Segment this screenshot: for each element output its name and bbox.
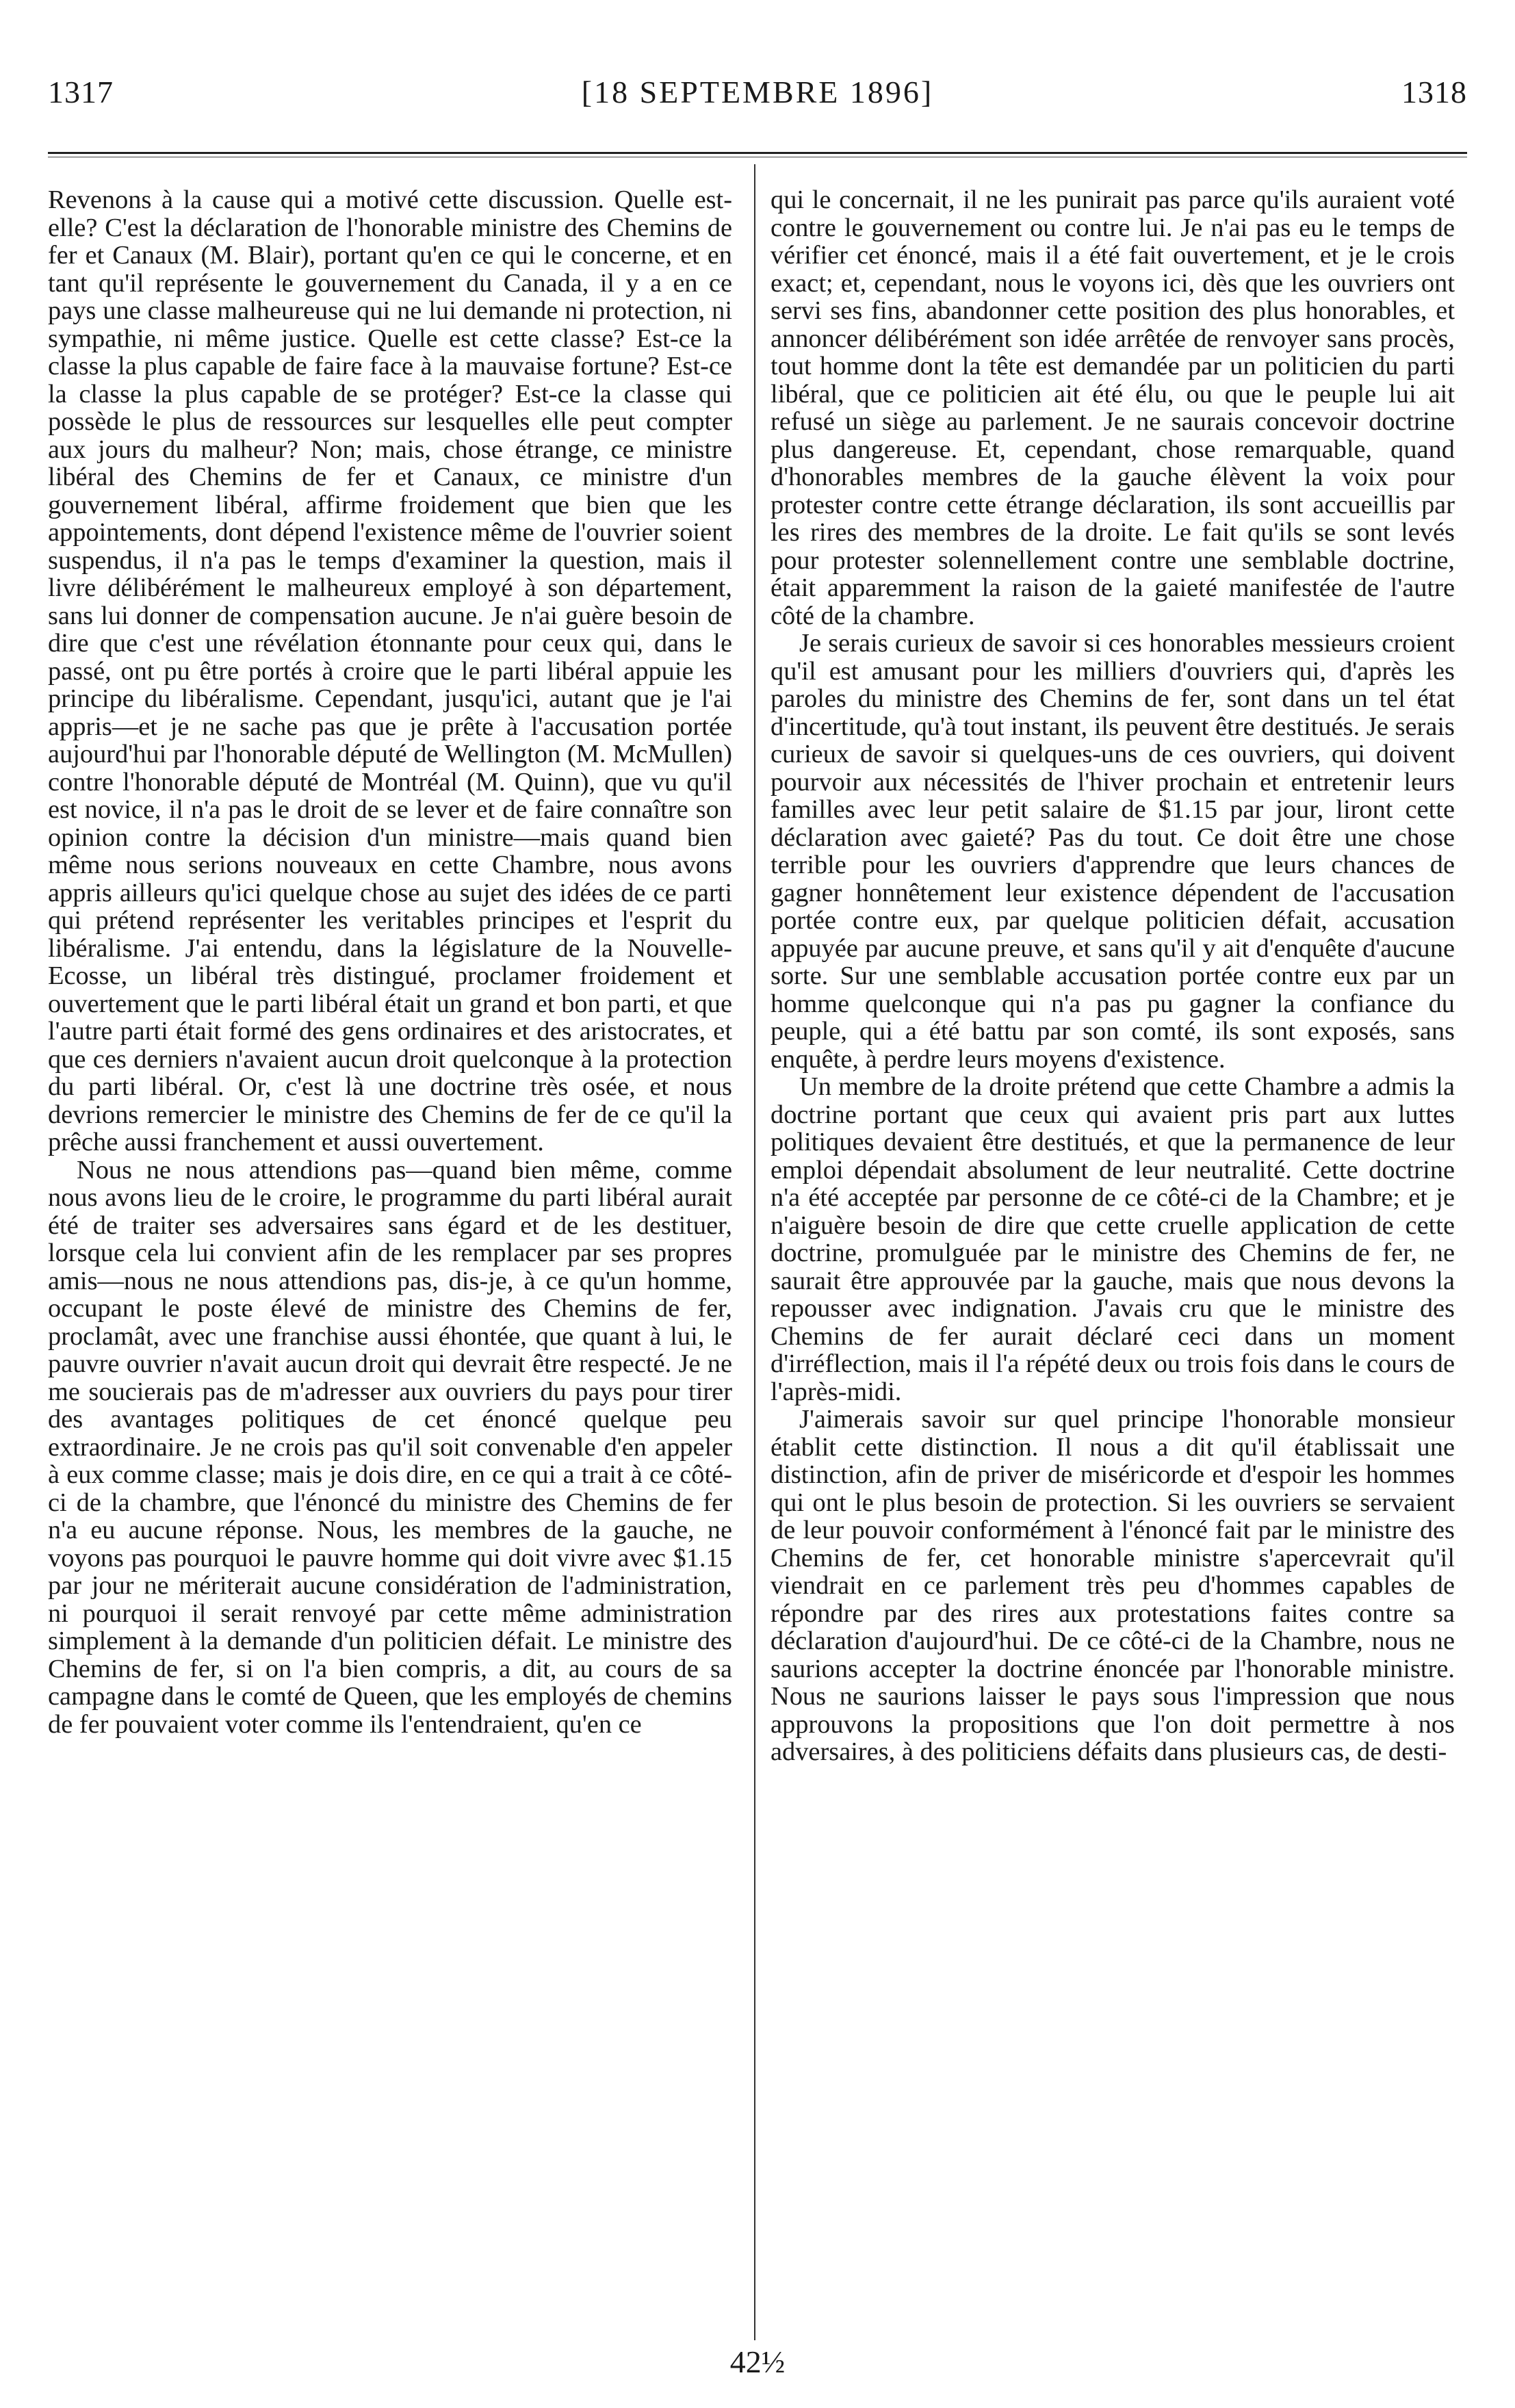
signature-mark: 42½ [729, 2344, 786, 2379]
paragraph: Nous ne nous attendions pas—quand bien même, comme nous avons lieu de le croire, le programme du parti libéral aurait été de traiter ses adversaires sans égard et de les destituer, lorsque cela lui convient afin de les remplacer par ses propres amis—nous ne nous attendions pas, dis-je, à ce qu'un homme, occupant le poste élevé de ministre des Chemins de fer, proclamât, avec une franchise aussi éhontée, que quant à lui, le pauvre ouvrier n'avait aucun droit qui devrait être respecté. Je ne me soucierais pas de m'adresser aux ouvriers du pays pour tirer des avantages politiques de cet énoncé quelque peu extraordinaire. Je ne crois pas qu'il soit convenable d'en appeler à eux comme classe; mais je dois dire, en ce qui a trait à ce côté-ci de la chambre, que l'énoncé du ministre des Chemins de fer n'a eu aucune réponse. Nous, les membres de la gauche, ne voyons pas pourquoi le pauvre homme qui doit vivre avec $1.15 par jour ne mériterait aucune considération de l'administration, ni pourquoi il serait renvoyé par cette même administration simplement à la demande d'un politicien défait. Le ministre des Chemins de fer, si on l'a bien compris, a dit, au cours de sa campagne dans le comté de Queen, que les employés de chemins de fer pouvaient voter comme ils l'entendraient, qu'en ce [48, 1155, 732, 1739]
paragraph: J'aimerais savoir sur quel principe l'honorable monsieur établit cette distinction. Il nous a dit qu'il établissait une distinction, afin de priver de miséricorde et d'espoir les hommes qui ont le plus besoin de protection. Si les ouvriers se servaient de leur pouvoir conformément à l'énoncé fait par le ministre des Chemins de fer, cet honorable ministre s'apercevrait qu'il viendrait en ce parlement très peu d'hommes capables de répondre par des rires aux protestations faites contre sa déclaration d'aujourd'hui. De ce côté-ci de la Chambre, nous ne saurions accepter la doctrine énoncée par l'honorable ministre. Nous ne saurions laisser le pays sous l'impression que nous approuvons la propositions que l'on doit permettre à nos adversaires, à des politiciens défaits dans plusieurs cas, de desti- [771, 1405, 1455, 1766]
paragraph: qui le concernait, il ne les punirait pas parce qu'ils auraient voté contre le gouvernement ou contre lui. Je n'ai pas eu le temps de vérifier cet énoncé, mais il a été fait ouvertement, et je le crois exact; et, cependant, nous le voyons ici, dès que les ouvriers ont servi ses fins, abandonner cette position des plus honorables, et annoncer délibérément son idée arrêtée de renvoyer sans procès, tout homme dont la tête est demandée par un politicien du parti libéral, que ce politicien ait été élu, ou que le peuple lui ait refusé un siège au parlement. Je ne saurais concevoir doctrine plus dangereuse. Et, cependant, chose remarquable, quand d'honorables membres de la gauche élèvent la voix pour protester contre cette étrange déclaration, ils sont accueillis par les rires des membres de la droite. Le fait qu'ils se sont levés pour protester solennellement contre une semblable doctrine, était apparemment la raison de la gaieté manifestée de l'autre côté de la chambre. [771, 186, 1455, 630]
page-number-left: 1317 [48, 75, 114, 109]
paragraph: Revenons à la cause qui a motivé cette discussion. Quelle est-elle? C'est la déclaration de l'honorable ministre des Chemins de fer et Canaux (M. Blair), portant qu'en ce qui le concerne, et en tant qu'il représente le gouvernement du Canada, il y a en ce pays une classe malheureuse qui ne lui demande ni protection, ni sympathie, ni même justice. Quelle est cette classe? Est-ce la classe la plus capable de faire face à la mauvaise fortune? Est-ce la classe la plus capable de se protéger? Est-ce la classe qui possède le plus de ressources sur lesquelles elle peut compter aux jours du malheur? Non; mais, chose étrange, ce ministre libéral des Chemins de fer et Canaux, ce ministre d'un gouvernement libéral, affirme froidement que bien que les appointements, dont dépend l'existence même de l'ouvrier soient suspendus, il n'a pas le temps d'examiner la question, mais il livre délibérément le malheureux employé à son département, sans lui donner de compensation aucune. Je n'ai guère besoin de dire que c'est une révélation étonnante pour ceux qui, dans le passé, ont pu être portés à croire que le parti libéral appuie les principe du libéralisme. Cependant, jusqu'ici, autant que je l'ai appris—et je ne sache pas que je prête à l'accusation portée aujourd'hui par l'honorable député de Wellington (M. McMullen) contre l'honorable député de Montréal (M. Quinn), que vu qu'il est novice, il n'a pas le droit de se lever et de faire connaître son opinion contre la décision d'un ministre—mais quand bien même nous serions nouveaux en cette Chambre, nous avons appris ailleurs qu'ici quelque chose au sujet des idées de ce parti qui prétend représenter les veritables principes et l'esprit du libéralisme. J'ai entendu, dans la législature de la Nouvelle-Ecosse, un libéral très distingué, proclamer froidement et ouvertement que le parti libéral était un grand et bon parti, et que l'autre parti était formé des gens ordinaires et des aristocrates, et que ces derniers n'avaient aucun droit quelconque à la protection du parti libéral. Or, c'est là une doctrine très osée, et nous devrions remercier le ministre des Chemins de fer de ce qu'il la prêche aussi franchement et aussi ouvertement. [48, 186, 732, 1156]
paragraph: Un membre de la droite prétend que cette Chambre a admis la doctrine portant que ceux qui avaient pris part aux luttes politiques devaient être destitués, et que la permanence de leur emploi dépendait absolument de leur neutralité. Cette doctrine n'a été acceptée par personne de ce côté-ci de la Chambre; et je n'aiguère besoin de dire que cette cruelle application de cette doctrine, promulguée par le ministre des Chemins de fer, ne saurait être approuvée par la gauche, mais que nous devons la repousser avec indignation. J'avais cru que le ministre des Chemins de fer aurait déclaré ceci dans un moment d'irréflection, mais il l'a répété deux ou trois fois dans le cours de l'après-midi. [771, 1072, 1455, 1406]
column-divider [754, 164, 755, 2340]
left-column [48, 186, 732, 2335]
right-column [771, 186, 1455, 2335]
page-number-right: 1318 [1401, 75, 1467, 109]
header-date: [18 SEPTEMBRE 1896] [581, 75, 934, 109]
header-rule [48, 152, 1467, 157]
page-header [48, 68, 1467, 116]
paragraph: Je serais curieux de savoir si ces honorables messieurs croient qu'il est amusant pour les milliers d'ouvriers qui, d'après les paroles du ministre des Chemins de fer, sont dans un tel état d'incertitude, qu'à tout instant, ils peuvent être destitués. Je serais curieux de savoir si quelques-uns de ces ouvriers, qui doivent pourvoir aux nécessités de l'hiver prochain et entretenir leurs familles avec leur petit salaire de $1.15 par jour, liront cette déclaration avec gaieté? Pas du tout. Ce doit être une chose terrible pour les ouvriers d'apprendre que leurs chances de gagner honnêtement leur existence dépendent de l'accusation portée contre eux, par quelque politicien défait, accusation appuyée par aucune preuve, et sans qu'il y ait d'enquête d'aucune sorte. Sur une semblable accusation portée contre eux par un homme quelconque qui n'a pas pu gagner la confiance du peuple, qui a été battu par son comté, ils sont exposés, sans enquête, à perdre leurs moyens d'existence. [771, 629, 1455, 1074]
